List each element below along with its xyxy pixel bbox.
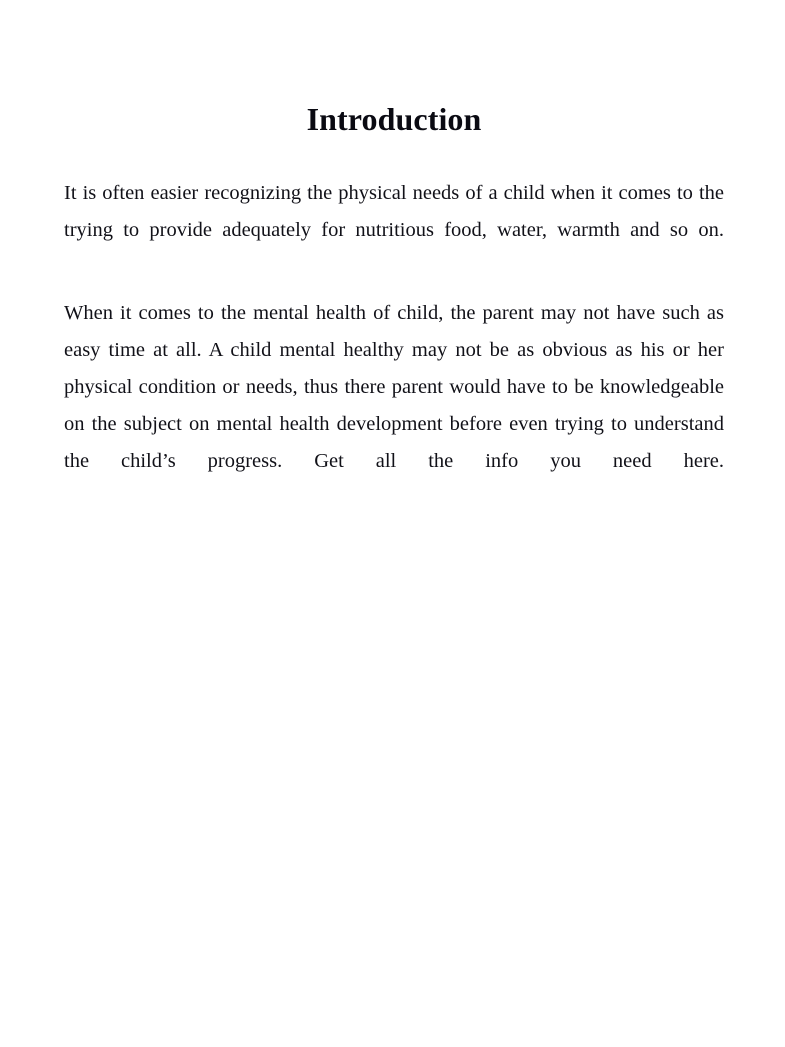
paragraph: When it comes to the mental health of child, the parent may not have such as easy time at all. A child mental healthy may not be as obvious as his or her physical condition or needs, thus there parent would have to be knowledgeable on the subject on mental health development before even trying to understand the child’s progress. Get all the info you need here. — [64, 302, 724, 472]
page-title: Introduction — [306, 101, 482, 137]
document-content-column — [64, 0, 724, 517]
body-text — [64, 175, 724, 517]
paragraph: It is often easier recognizing the physical needs of a child when it comes to the trying to provide adequately for nutritious food, water, warmth and so on. — [64, 182, 724, 241]
